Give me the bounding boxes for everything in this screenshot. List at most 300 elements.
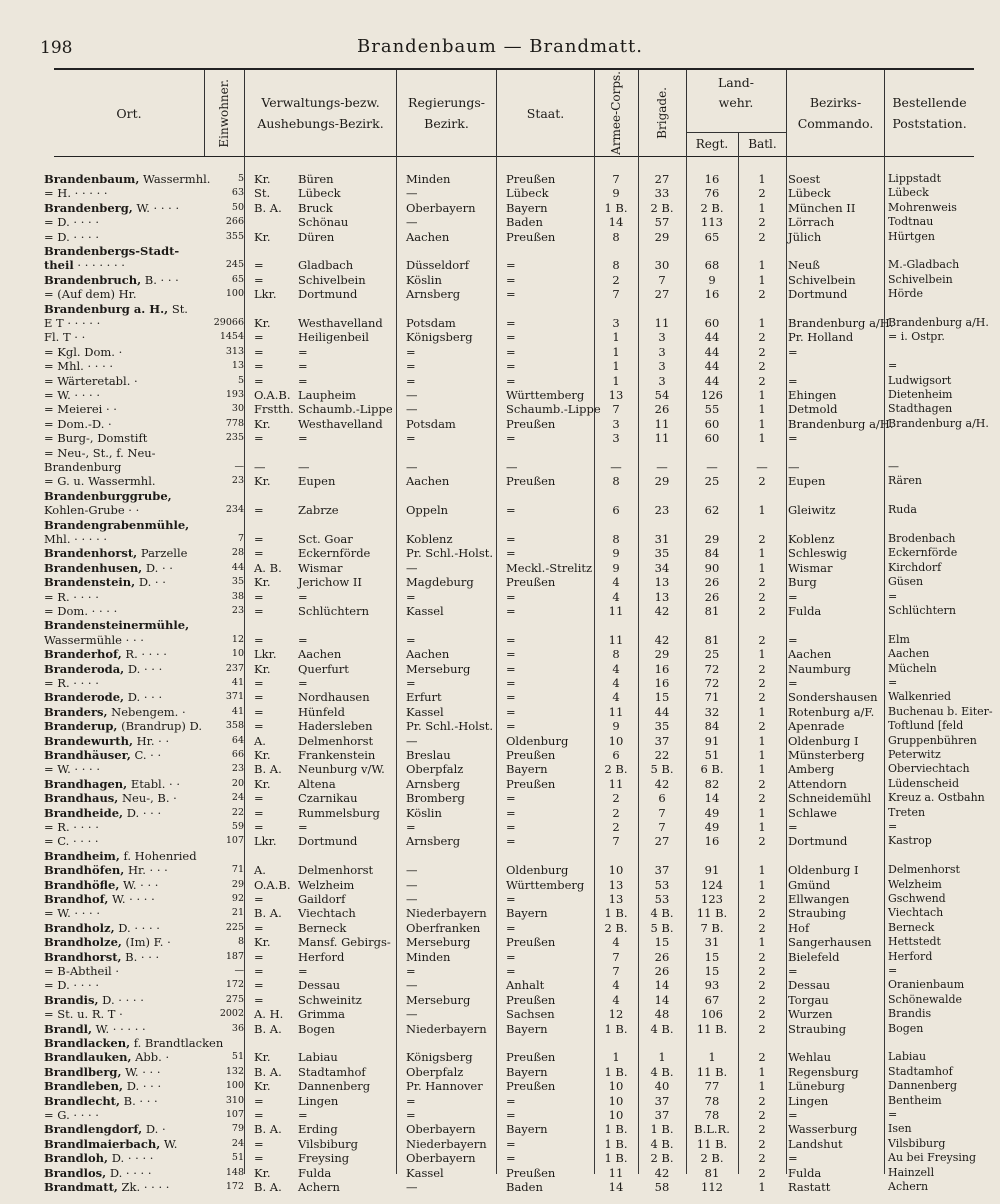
place-type: D. · · · (127, 661, 163, 676)
cell-rg: 91 (704, 733, 720, 748)
cell-rg: 16 (704, 287, 720, 302)
cell-br: 3 (658, 359, 666, 374)
cell-bez: Lübeck (298, 186, 341, 201)
cell-st: = (506, 632, 516, 647)
table-row (44, 416, 989, 431)
cell-kr: = (254, 690, 264, 705)
place-name: Brandlengdorf, (44, 1122, 143, 1137)
cell-br: 23 (654, 503, 670, 518)
cell-br: 1 B. (650, 1122, 674, 1137)
cell-kr: = (254, 1093, 264, 1108)
cell-st: = (506, 949, 516, 964)
cell-rg: 93 (704, 978, 720, 993)
place-name: Brandenbaum, (44, 172, 140, 186)
cell-ak: 7 (612, 172, 620, 186)
place-type: D. · · · (127, 690, 163, 705)
cell-bt: 2 (758, 920, 766, 935)
cell-bc: Wismar (788, 560, 833, 575)
place-name: Brandhöfle, (44, 877, 120, 892)
cell-ak: 13 (608, 877, 624, 892)
cell-bez: Eckernförde (298, 546, 371, 561)
cell-rg: 60 (704, 431, 720, 446)
cell-bc: Rotenburg a/F. (788, 704, 875, 719)
cell-ak: 10 (608, 1079, 624, 1094)
cell-br: — (656, 460, 668, 474)
place-type: Etabl. · · (130, 776, 181, 791)
cell-rg: 90 (704, 560, 720, 575)
cell-po: = (888, 964, 898, 977)
cell-st: Württemberg (506, 877, 585, 892)
cell-ak: 8 (612, 258, 620, 273)
cell-ein: 193 (225, 389, 244, 400)
cell-kr: = (254, 820, 264, 834)
cell-bc: Neuß (788, 258, 820, 273)
cell-kr: = (254, 373, 264, 388)
cell-st: = (506, 503, 516, 518)
cell-bc: Burg (788, 575, 817, 590)
place-type: = R. · · · · (44, 589, 99, 604)
cell-st: Preußen (506, 1079, 556, 1094)
cell-bt: 2 (758, 661, 766, 676)
place-name-cell (44, 806, 202, 820)
cell-bez: Dessau (298, 978, 341, 993)
cell-br: 27 (654, 287, 670, 302)
cell-ein: 51 (231, 1152, 244, 1164)
place-type: D. · · · · (109, 1165, 152, 1180)
place-name-cell (44, 532, 202, 546)
table-row (44, 244, 974, 258)
place-name-cell (44, 244, 202, 258)
cell-po: Walkenried (888, 690, 952, 704)
cell-br: 26 (654, 949, 670, 964)
cell-bez: Stadtamhof (298, 1064, 366, 1079)
header-ort: Ort. (116, 105, 142, 121)
cell-reg: Kassel (406, 604, 444, 618)
cell-bt: 2 (758, 892, 766, 906)
place-name: Brandlos, (44, 1165, 107, 1180)
cell-kr: = (254, 992, 264, 1007)
cell-ak: 2 (612, 272, 620, 287)
cell-rg: 76 (704, 186, 720, 201)
cell-ak: 12 (608, 1007, 624, 1022)
cell-ein: 38 (231, 590, 244, 602)
cell-br: 31 (654, 532, 670, 546)
cell-ein: — (234, 965, 244, 976)
cell-ak: 7 (612, 964, 620, 978)
cell-ein: 371 (225, 691, 244, 703)
cell-rg: 77 (704, 1079, 720, 1094)
cell-br: 15 (654, 935, 670, 950)
cell-bc: Wasserburg (788, 1122, 858, 1137)
cell-bez: Heiligenbeil (298, 330, 369, 345)
cell-br: 2 B. (650, 200, 674, 215)
cell-reg: Arnsberg (406, 776, 461, 791)
place-type: = R. · · · · (44, 676, 99, 690)
place-name-cell (44, 474, 202, 488)
cell-reg: — (406, 892, 418, 906)
cell-bt: 2 (758, 330, 766, 345)
cell-ein: 41 (231, 677, 244, 688)
cell-st: = (506, 373, 516, 388)
place-name-cell (44, 690, 202, 704)
table-row (44, 445, 974, 460)
cell-po: Achern (888, 1180, 929, 1193)
cell-bt: 1 (758, 877, 766, 892)
place-type: Abb. · (135, 1050, 170, 1065)
cell-bc: Oldenburg I (788, 863, 859, 878)
cell-br: 15 (654, 690, 670, 705)
cell-reg: Oberpfalz (406, 1064, 464, 1079)
place-type: = Kgl. Dom. · (44, 344, 123, 359)
cell-bc: Jülich (788, 229, 822, 244)
place-type: Nebengem. · (111, 704, 186, 719)
cell-reg: Erfurt (406, 690, 442, 705)
table-row (44, 258, 974, 273)
cell-br: 58 (654, 1180, 670, 1194)
cell-ein: 5 (237, 374, 244, 386)
cell-ak: 4 (612, 690, 620, 705)
place-name: Brandenbergs-Stadt- (44, 244, 180, 258)
cell-rg: 71 (704, 690, 720, 705)
cell-br: 42 (654, 632, 670, 647)
cell-reg: Merseburg (406, 935, 471, 950)
cell-br: 29 (654, 229, 670, 244)
place-name-cell (44, 230, 202, 244)
place-name-cell (44, 676, 202, 690)
cell-bt: 1 (758, 704, 766, 719)
cell-kr: = (254, 604, 264, 618)
cell-st: Preußen (506, 1050, 556, 1065)
cell-bc: Aachen (788, 647, 832, 662)
cell-ak: 1 B. (604, 1021, 628, 1036)
cell-bez: Westhavelland (298, 416, 383, 431)
cell-ein: 266 (225, 216, 244, 228)
cell-ein: 66 (231, 749, 244, 760)
place-name-cell (44, 359, 202, 373)
cell-reg: — (406, 402, 418, 417)
cell-reg: Niederbayern (406, 1136, 487, 1151)
cell-reg: Pr. Hannover (406, 1079, 483, 1094)
cell-po: Isen (888, 1122, 912, 1136)
header-bezirkscommando: Bezirks-Commando. (786, 70, 884, 156)
place-name-cell (44, 1007, 202, 1021)
cell-st: Bayern (506, 906, 548, 921)
cell-bt: 2 (758, 1093, 766, 1108)
cell-ak: 3 (612, 416, 620, 431)
cell-po: Au bei Freysing (888, 1151, 976, 1165)
cell-bc: Soest (788, 172, 821, 186)
cell-reg: Pr. Schl.-Holst. (406, 719, 494, 734)
cell-ein: 132 (225, 1065, 244, 1077)
place-name-cell (44, 978, 202, 992)
cell-rg: 84 (704, 546, 720, 561)
cell-st: = (506, 316, 516, 330)
cell-bez: Jerichow II (298, 575, 362, 590)
cell-rg: 32 (704, 704, 720, 719)
cell-br: 5 B. (650, 920, 674, 935)
cell-bc: Koblenz (788, 532, 835, 546)
cell-st: = (506, 964, 516, 978)
cell-bc: Rastatt (788, 1180, 831, 1194)
cell-kr: = (254, 676, 264, 690)
cell-st: = (506, 1093, 516, 1108)
table-row (44, 474, 974, 489)
header-regt: Regt. (695, 137, 729, 151)
cell-kr: B. A. (254, 1180, 282, 1194)
cell-kr: Lkr. (254, 834, 277, 849)
cell-bez: Fulda (298, 1165, 332, 1180)
cell-kr: A. (254, 733, 266, 748)
place-name-cell (44, 1122, 202, 1136)
cell-br: 29 (654, 647, 670, 662)
table-row (44, 517, 974, 532)
cell-po: Delmenhorst (888, 863, 960, 877)
cell-ein: 65 (231, 273, 244, 285)
cell-rg: 25 (704, 474, 720, 489)
cell-rg: 60 (704, 316, 720, 330)
place-name: Brandholz, (44, 920, 115, 935)
place-name: Brandlauken, (44, 1050, 132, 1065)
cell-bt: 1 (758, 431, 766, 446)
cell-bt: 1 (758, 172, 766, 186)
cell-st: = (506, 834, 516, 849)
cell-br: 34 (654, 560, 670, 575)
table-header (54, 70, 974, 157)
table-row (44, 1050, 974, 1065)
cell-po: Kirchdorf (888, 560, 942, 574)
cell-kr: A. (254, 863, 266, 878)
table-row (44, 935, 974, 950)
table-row (44, 978, 974, 993)
cell-ein: 21 (231, 907, 244, 919)
cell-bc: Straubing (788, 1021, 847, 1036)
place-type: Hr. · · · (127, 863, 168, 878)
cell-ak: 2 (612, 820, 620, 834)
place-name-cell (44, 849, 202, 863)
place-type: = W. · · · · (44, 906, 101, 921)
table-row (44, 560, 974, 575)
header-brigade-cell (638, 70, 686, 156)
cell-bc: Schleswig (788, 546, 847, 561)
cell-rg: 26 (704, 575, 720, 590)
cell-br: 16 (654, 661, 670, 676)
cell-po: Bogen (888, 1021, 924, 1035)
cell-st: = (506, 258, 516, 273)
place-name: Brandhöfen, (44, 863, 125, 878)
place-name: Brandlberg, (44, 1064, 122, 1079)
table-row (44, 460, 974, 474)
place-name: Brandheim, (44, 848, 120, 863)
place-name-cell (44, 1137, 202, 1151)
place-name-cell (44, 273, 202, 287)
cell-bt: 2 (758, 474, 766, 489)
cell-ein: 355 (225, 230, 244, 242)
cell-bc: Lübeck (788, 186, 831, 201)
cell-bez: Laupheim (298, 388, 357, 402)
place-type: = H. · · · · · (44, 186, 108, 201)
cell-po: Lüdenscheid (888, 776, 959, 790)
cell-po: Vilsbiburg (888, 1136, 946, 1150)
cell-ak: 1 B. (604, 906, 628, 921)
cell-po: Brandenburg a/H. (888, 416, 989, 430)
cell-st: = (506, 546, 516, 561)
table-row (44, 604, 974, 618)
cell-st: Bayern (506, 762, 548, 777)
cell-reg: Kassel (406, 1165, 444, 1180)
table-row (44, 690, 974, 705)
cell-bez: Eupen (298, 474, 336, 489)
place-name-cell (44, 1022, 202, 1036)
cell-br: 57 (654, 215, 670, 230)
cell-bez: Schaumb.-Lippe (298, 402, 393, 417)
cell-st: Preußen (506, 474, 556, 489)
cell-reg: Arnsberg (406, 287, 461, 302)
table-row (44, 546, 974, 561)
place-type: · · · · · · · (77, 258, 125, 273)
place-name-cell (44, 993, 202, 1007)
cell-reg: Oberbayern (406, 1151, 476, 1166)
cell-st: = (506, 690, 516, 705)
cell-kr: Lkr. (254, 647, 277, 662)
cell-bez: = (298, 344, 308, 359)
header-armee: Armee-Corps. (609, 71, 623, 155)
cell-kr: Lkr. (254, 287, 277, 302)
place-name-cell (44, 950, 202, 964)
place-name-cell (44, 1108, 202, 1122)
cell-bt: 1 (758, 733, 766, 748)
cell-rg: 124 (701, 877, 723, 892)
cell-bc: Eupen (788, 474, 826, 489)
cell-ak: 9 (612, 186, 620, 201)
place-name-cell (44, 834, 202, 848)
table-row (44, 661, 974, 676)
place-type: Wassermühle · · · (44, 632, 144, 647)
cell-bc: Landshut (788, 1136, 843, 1151)
place-type: W. · · · · (112, 892, 155, 906)
cell-bez: Rummelsburg (298, 805, 380, 820)
cell-st: Baden (506, 1180, 543, 1194)
cell-bt: 2 (758, 1136, 766, 1151)
cell-kr: A. B. (254, 560, 282, 575)
cell-rg: 91 (704, 863, 720, 878)
cell-bt: 2 (758, 229, 766, 244)
cell-st: = (506, 431, 516, 446)
place-name: Branderup, (44, 719, 118, 734)
cell-bez: Aachen (298, 647, 342, 662)
cell-bc: Dortmund (788, 287, 848, 302)
cell-bt: 2 (758, 978, 766, 993)
cell-st: = (506, 1136, 516, 1151)
place-type: Kohlen-Grube · · (44, 503, 140, 518)
cell-kr: Kr. (254, 1050, 271, 1065)
place-name: Brandewurth, (44, 733, 133, 748)
cell-ein: 24 (231, 1137, 244, 1149)
cell-rg: 15 (704, 949, 720, 964)
cell-bez: Achern (298, 1180, 340, 1194)
cell-bez: Wismar (298, 560, 343, 575)
cell-po: Lübeck (888, 186, 929, 200)
cell-reg: — (406, 186, 418, 201)
cell-reg: Oberbayern (406, 200, 476, 215)
cell-kr: = (254, 258, 264, 273)
place-name: Brandmatt, (44, 1180, 118, 1194)
place-name: Brandholze, (44, 935, 122, 950)
cell-bc: Schivelbein (788, 272, 856, 287)
cell-ak: 4 (612, 575, 620, 590)
cell-po: Schivelbein (888, 272, 953, 286)
cell-bt: 2 (758, 373, 766, 388)
place-name: Branderhof, (44, 647, 122, 662)
table-row (44, 647, 974, 662)
cell-bez: Grimma (298, 1007, 346, 1022)
cell-kr: — (254, 460, 266, 474)
cell-rg: 11 B. (696, 1021, 728, 1036)
place-name-cell (44, 878, 202, 892)
table-row (44, 776, 974, 791)
place-name: Brandhof, (44, 892, 109, 906)
cell-ak: 4 (612, 676, 620, 690)
cell-st: = (506, 920, 516, 935)
cell-kr: = (254, 632, 264, 647)
cell-ein: 12 (231, 633, 244, 645)
place-name-cell (44, 575, 202, 589)
cell-bez: Schönau (298, 215, 349, 230)
cell-ein: 225 (225, 921, 244, 933)
cell-bc: Brandenburg a/H. (788, 316, 894, 330)
cell-rg: 81 (704, 1165, 720, 1180)
cell-ak: 1 B. (604, 200, 628, 215)
cell-bt: 1 (758, 258, 766, 273)
cell-reg: Oberpfalz (406, 762, 464, 777)
cell-br: 1 (658, 1050, 666, 1065)
place-type: = St. u. R. T · (44, 1007, 123, 1022)
cell-br: 5 B. (650, 762, 674, 777)
cell-ak: 4 (612, 978, 620, 993)
cell-kr: = (254, 503, 264, 518)
table-row (44, 805, 974, 820)
cell-bc: Naumburg (788, 661, 851, 676)
cell-bez: Delmenhorst (298, 733, 374, 748)
cell-po: Mücheln (888, 661, 937, 675)
cell-bc: Brandenburg a/H. (788, 416, 894, 431)
cell-br: 7 (658, 805, 666, 820)
cell-br: 42 (654, 776, 670, 791)
cell-bt: 2 (758, 1122, 766, 1137)
cell-bez: Schweinitz (298, 992, 362, 1007)
table-row (44, 992, 974, 1007)
cell-po: Elm (888, 632, 910, 646)
place-name-cell (44, 1050, 202, 1064)
cell-rg: 78 (704, 1108, 720, 1122)
table-row (44, 834, 974, 849)
header-armee-cell (594, 70, 638, 156)
cell-st: Bayern (506, 1122, 548, 1137)
cell-ak: 2 B. (604, 762, 628, 777)
cell-rg: 67 (704, 992, 720, 1007)
cell-bez: = (298, 1108, 308, 1122)
place-name-cell (44, 762, 202, 776)
cell-st: Preußen (506, 575, 556, 590)
cell-bc: Amberg (788, 762, 835, 777)
cell-bt: 1 (758, 1180, 766, 1194)
place-name-cell (44, 518, 202, 532)
cell-bt: 2 (758, 604, 766, 618)
place-name-cell (44, 215, 202, 229)
cell-st: = (506, 532, 516, 546)
place-type: = D. · · · · (44, 978, 100, 993)
cell-ein: 28 (231, 547, 244, 559)
cell-rg: 72 (704, 661, 720, 676)
